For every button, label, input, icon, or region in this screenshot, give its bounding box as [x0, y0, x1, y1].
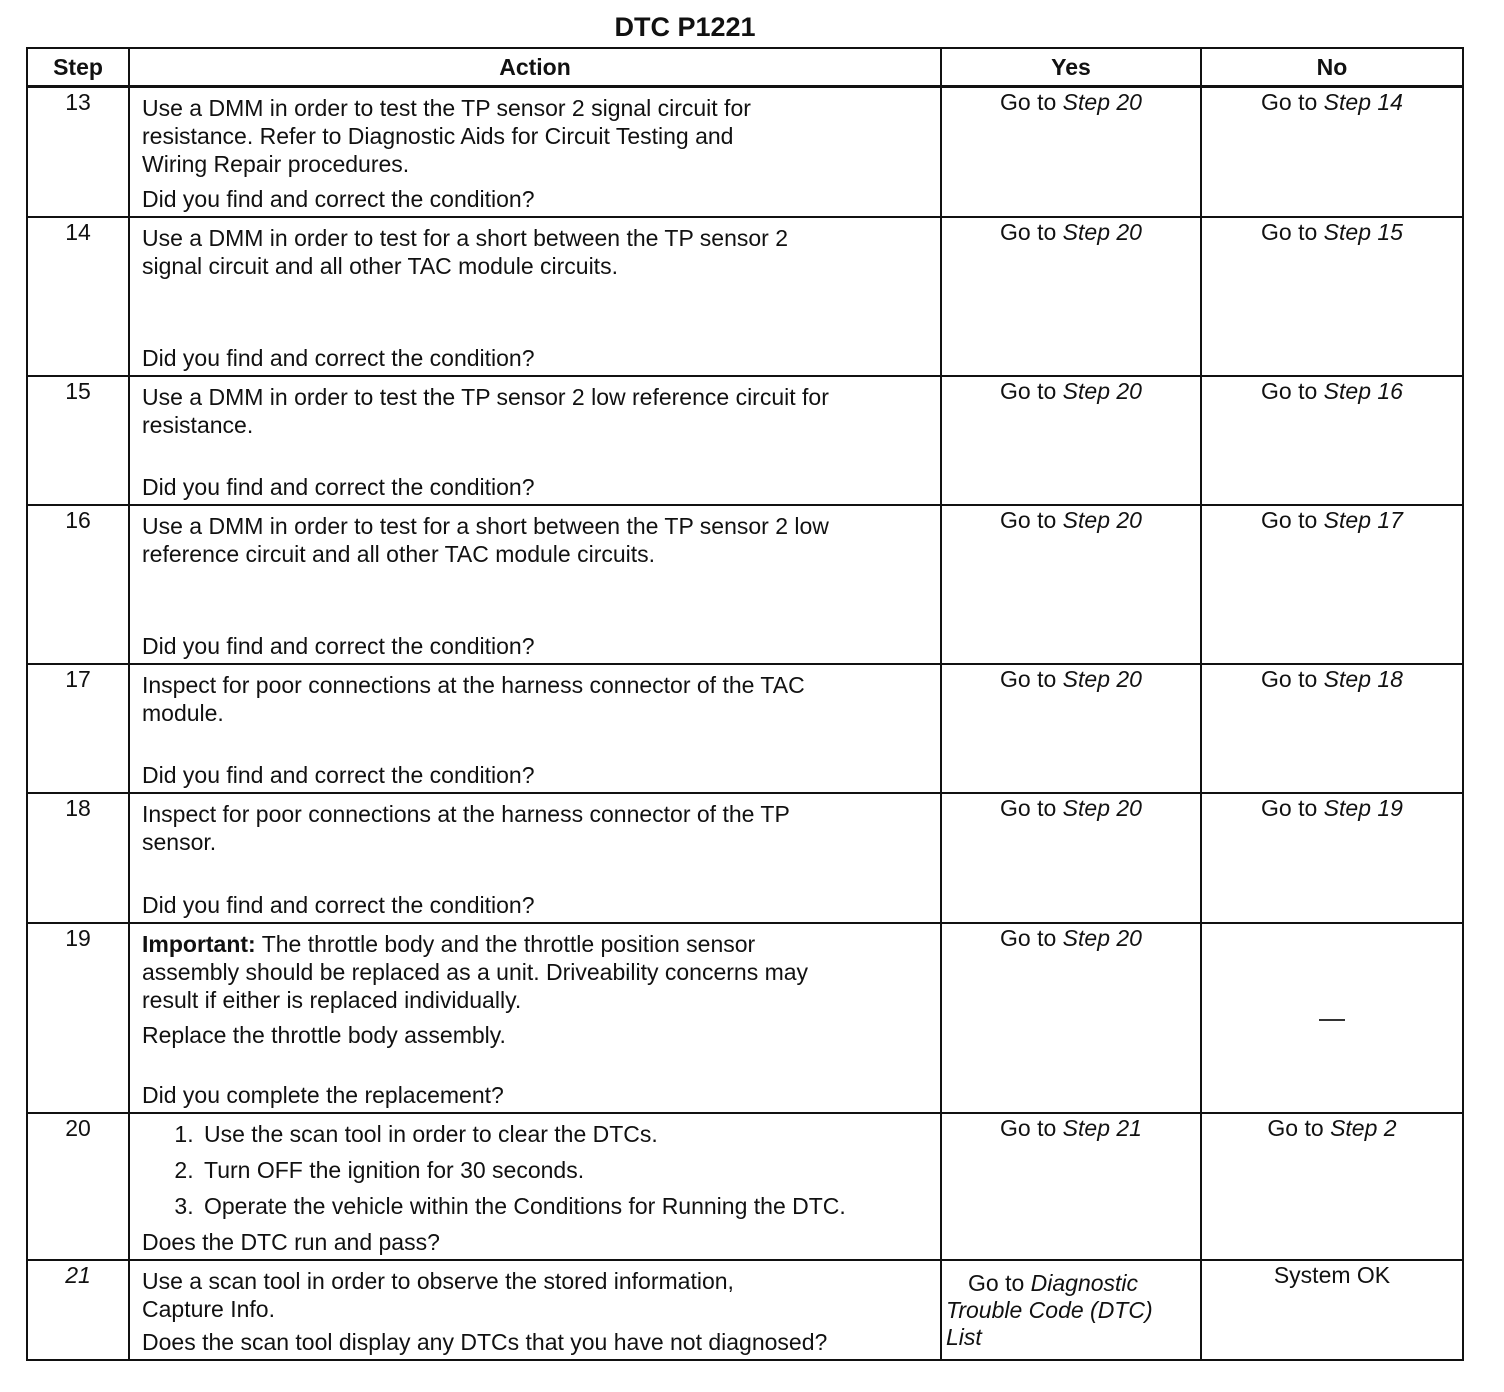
action-text: Capture Info. [142, 1296, 275, 1322]
substep-list [142, 1120, 930, 1220]
step-number: 21 [27, 1260, 129, 1360]
yes-step-link[interactable]: Step 20 [1062, 666, 1142, 692]
dash-mark [1319, 1019, 1345, 1021]
yes-prefix: Go to [1000, 925, 1057, 951]
no-step-link[interactable]: Step 19 [1323, 795, 1403, 821]
action-text: sensor. [142, 829, 217, 855]
action-cell [129, 505, 941, 664]
no-step-link[interactable]: Step 14 [1323, 89, 1403, 115]
action-text: Use a scan tool in order to observe the stored information, [142, 1268, 734, 1294]
step-number: 16 [27, 505, 129, 664]
no-cell [1201, 87, 1463, 218]
action-cell [129, 923, 941, 1113]
yes-prefix: Go to [1000, 89, 1057, 115]
table-row [27, 923, 1463, 1113]
yes-dtc-list-link[interactable]: Trouble Code (DTC) [946, 1296, 1153, 1323]
action-question: Does the DTC run and pass? [142, 1229, 440, 1255]
yes-cell [941, 1260, 1201, 1360]
yes-dtc-list-link[interactable]: List [946, 1323, 982, 1350]
table-row [27, 376, 1463, 505]
yes-prefix: Go to [1000, 1115, 1057, 1141]
action-text: Wiring Repair procedures. [142, 151, 410, 177]
action-cell [129, 1113, 941, 1260]
no-cell [1201, 1260, 1463, 1360]
no-step-link[interactable]: Step 17 [1323, 507, 1403, 533]
yes-dtc-list-link[interactable]: Diagnostic [1030, 1269, 1139, 1296]
yes-step-link[interactable]: Step 20 [1062, 507, 1142, 533]
action-question: Did you find and correct the condition? [142, 345, 535, 371]
no-cell [1201, 376, 1463, 505]
action-text: resistance. [142, 412, 254, 438]
step-number: 17 [27, 664, 129, 793]
no-prefix: Go to [1261, 219, 1318, 245]
no-step-link[interactable]: Step 16 [1323, 378, 1403, 404]
action-text: Inspect for poor connections at the harness connector of the TP [142, 801, 790, 827]
yes-step-link[interactable]: Step 20 [1062, 378, 1142, 404]
action-question: Did you find and correct the condition? [142, 474, 535, 500]
important-note [142, 930, 930, 958]
no-prefix: Go to [1261, 507, 1318, 533]
step-number: 19 [27, 923, 129, 1113]
action-text: Use a DMM in order to test the TP sensor 2 signal circuit for [142, 95, 751, 121]
yes-cell [941, 87, 1201, 218]
important-text: The throttle body and the throttle position sensor [255, 931, 756, 957]
yes-cell [941, 923, 1201, 1113]
no-cell [1201, 793, 1463, 923]
no-cell [1201, 923, 1463, 1113]
action-cell [129, 217, 941, 376]
yes-prefix: Go to [1000, 666, 1057, 692]
action-question: Did you find and correct the condition? [142, 633, 535, 659]
no-step-link[interactable]: Step 2 [1330, 1115, 1397, 1141]
yes-step-link[interactable]: Step 20 [1062, 795, 1142, 821]
action-text: Use a DMM in order to test the TP sensor 2 low reference circuit for [142, 384, 829, 410]
step-number: 20 [27, 1113, 129, 1260]
table-row [27, 1260, 1463, 1360]
action-text: Inspect for poor connections at the harness connector of the TAC [142, 672, 805, 698]
yes-cell [941, 1113, 1201, 1260]
important-text: result if either is replaced individually. [142, 987, 522, 1013]
step-number: 14 [27, 217, 129, 376]
table-row [27, 793, 1463, 923]
no-cell [1201, 505, 1463, 664]
action-cell [129, 87, 941, 218]
no-prefix: Go to [1267, 1115, 1324, 1141]
important-label: Important: [142, 931, 256, 957]
yes-cell [941, 664, 1201, 793]
important-text: assembly should be replaced as a unit. Driveability concerns may [142, 959, 809, 985]
action-text: Use a DMM in order to test for a short between the TP sensor 2 [142, 225, 789, 251]
substep-item: 2. Turn OFF the ignition for 30 seconds. [200, 1156, 930, 1184]
table-row [27, 87, 1463, 218]
yes-cell [941, 217, 1201, 376]
step-number: 15 [27, 376, 129, 505]
action-cell [129, 1260, 941, 1360]
action-question: Did you find and correct the condition? [142, 762, 535, 788]
action-question: Did you find and correct the condition? [142, 186, 535, 212]
no-prefix: Go to [1261, 378, 1318, 404]
action-text: resistance. Refer to Diagnostic Aids for Circuit Testing and [142, 123, 734, 149]
action-question: Does the scan tool display any DTCs that you have not diagnosed? [142, 1329, 828, 1355]
yes-cell [941, 793, 1201, 923]
action-text: signal circuit and all other TAC module circuits. [142, 253, 618, 279]
header-yes: Yes [941, 48, 1201, 87]
yes-step-link[interactable]: Step 20 [1062, 219, 1142, 245]
action-text: reference circuit and all other TAC module circuits. [142, 541, 656, 567]
yes-cell [941, 376, 1201, 505]
step-number: 13 [27, 87, 129, 218]
no-step-link[interactable]: Step 18 [1323, 666, 1403, 692]
action-text: Use a DMM in order to test for a short between the TP sensor 2 low [142, 513, 829, 539]
no-result-text: System OK [1273, 1262, 1391, 1288]
yes-prefix: Go to [1000, 378, 1057, 404]
header-no: No [1201, 48, 1463, 87]
substep-item: 3. Operate the vehicle within the Conditions for Running the DTC. [200, 1192, 930, 1220]
no-cell [1201, 1113, 1463, 1260]
yes-step-link[interactable]: Step 20 [1062, 89, 1142, 115]
no-cell [1201, 664, 1463, 793]
table-row [27, 505, 1463, 664]
no-prefix: Go to [1261, 666, 1318, 692]
table-row [27, 1113, 1463, 1260]
yes-prefix: Go to [968, 1269, 1025, 1296]
step-number: 18 [27, 793, 129, 923]
substep-item: 1. Use the scan tool in order to clear the DTCs. [200, 1120, 930, 1148]
header-action: Action [129, 48, 941, 87]
action-cell [129, 376, 941, 505]
yes-step-link[interactable]: Step 20 [1062, 925, 1142, 951]
yes-prefix: Go to [1000, 507, 1057, 533]
yes-step-link[interactable]: Step 21 [1062, 1115, 1142, 1141]
yes-cell [941, 505, 1201, 664]
table-row [27, 664, 1463, 793]
action-question: Did you complete the replacement? [142, 1082, 504, 1108]
action-text: Replace the throttle body assembly. [142, 1022, 506, 1048]
action-cell [129, 793, 941, 923]
header-step: Step [27, 48, 129, 87]
action-question: Did you find and correct the condition? [142, 892, 535, 918]
action-cell [129, 664, 941, 793]
yes-prefix: Go to [1000, 219, 1057, 245]
page-title: DTC P1221 [614, 12, 756, 42]
table-header-row [27, 48, 1463, 87]
no-cell [1201, 217, 1463, 376]
yes-prefix: Go to [1000, 795, 1057, 821]
dtc-table [26, 47, 1464, 1361]
action-text: module. [142, 700, 224, 726]
no-step-link[interactable]: Step 15 [1323, 219, 1403, 245]
table-row [27, 217, 1463, 376]
no-prefix: Go to [1261, 89, 1318, 115]
no-prefix: Go to [1261, 795, 1318, 821]
